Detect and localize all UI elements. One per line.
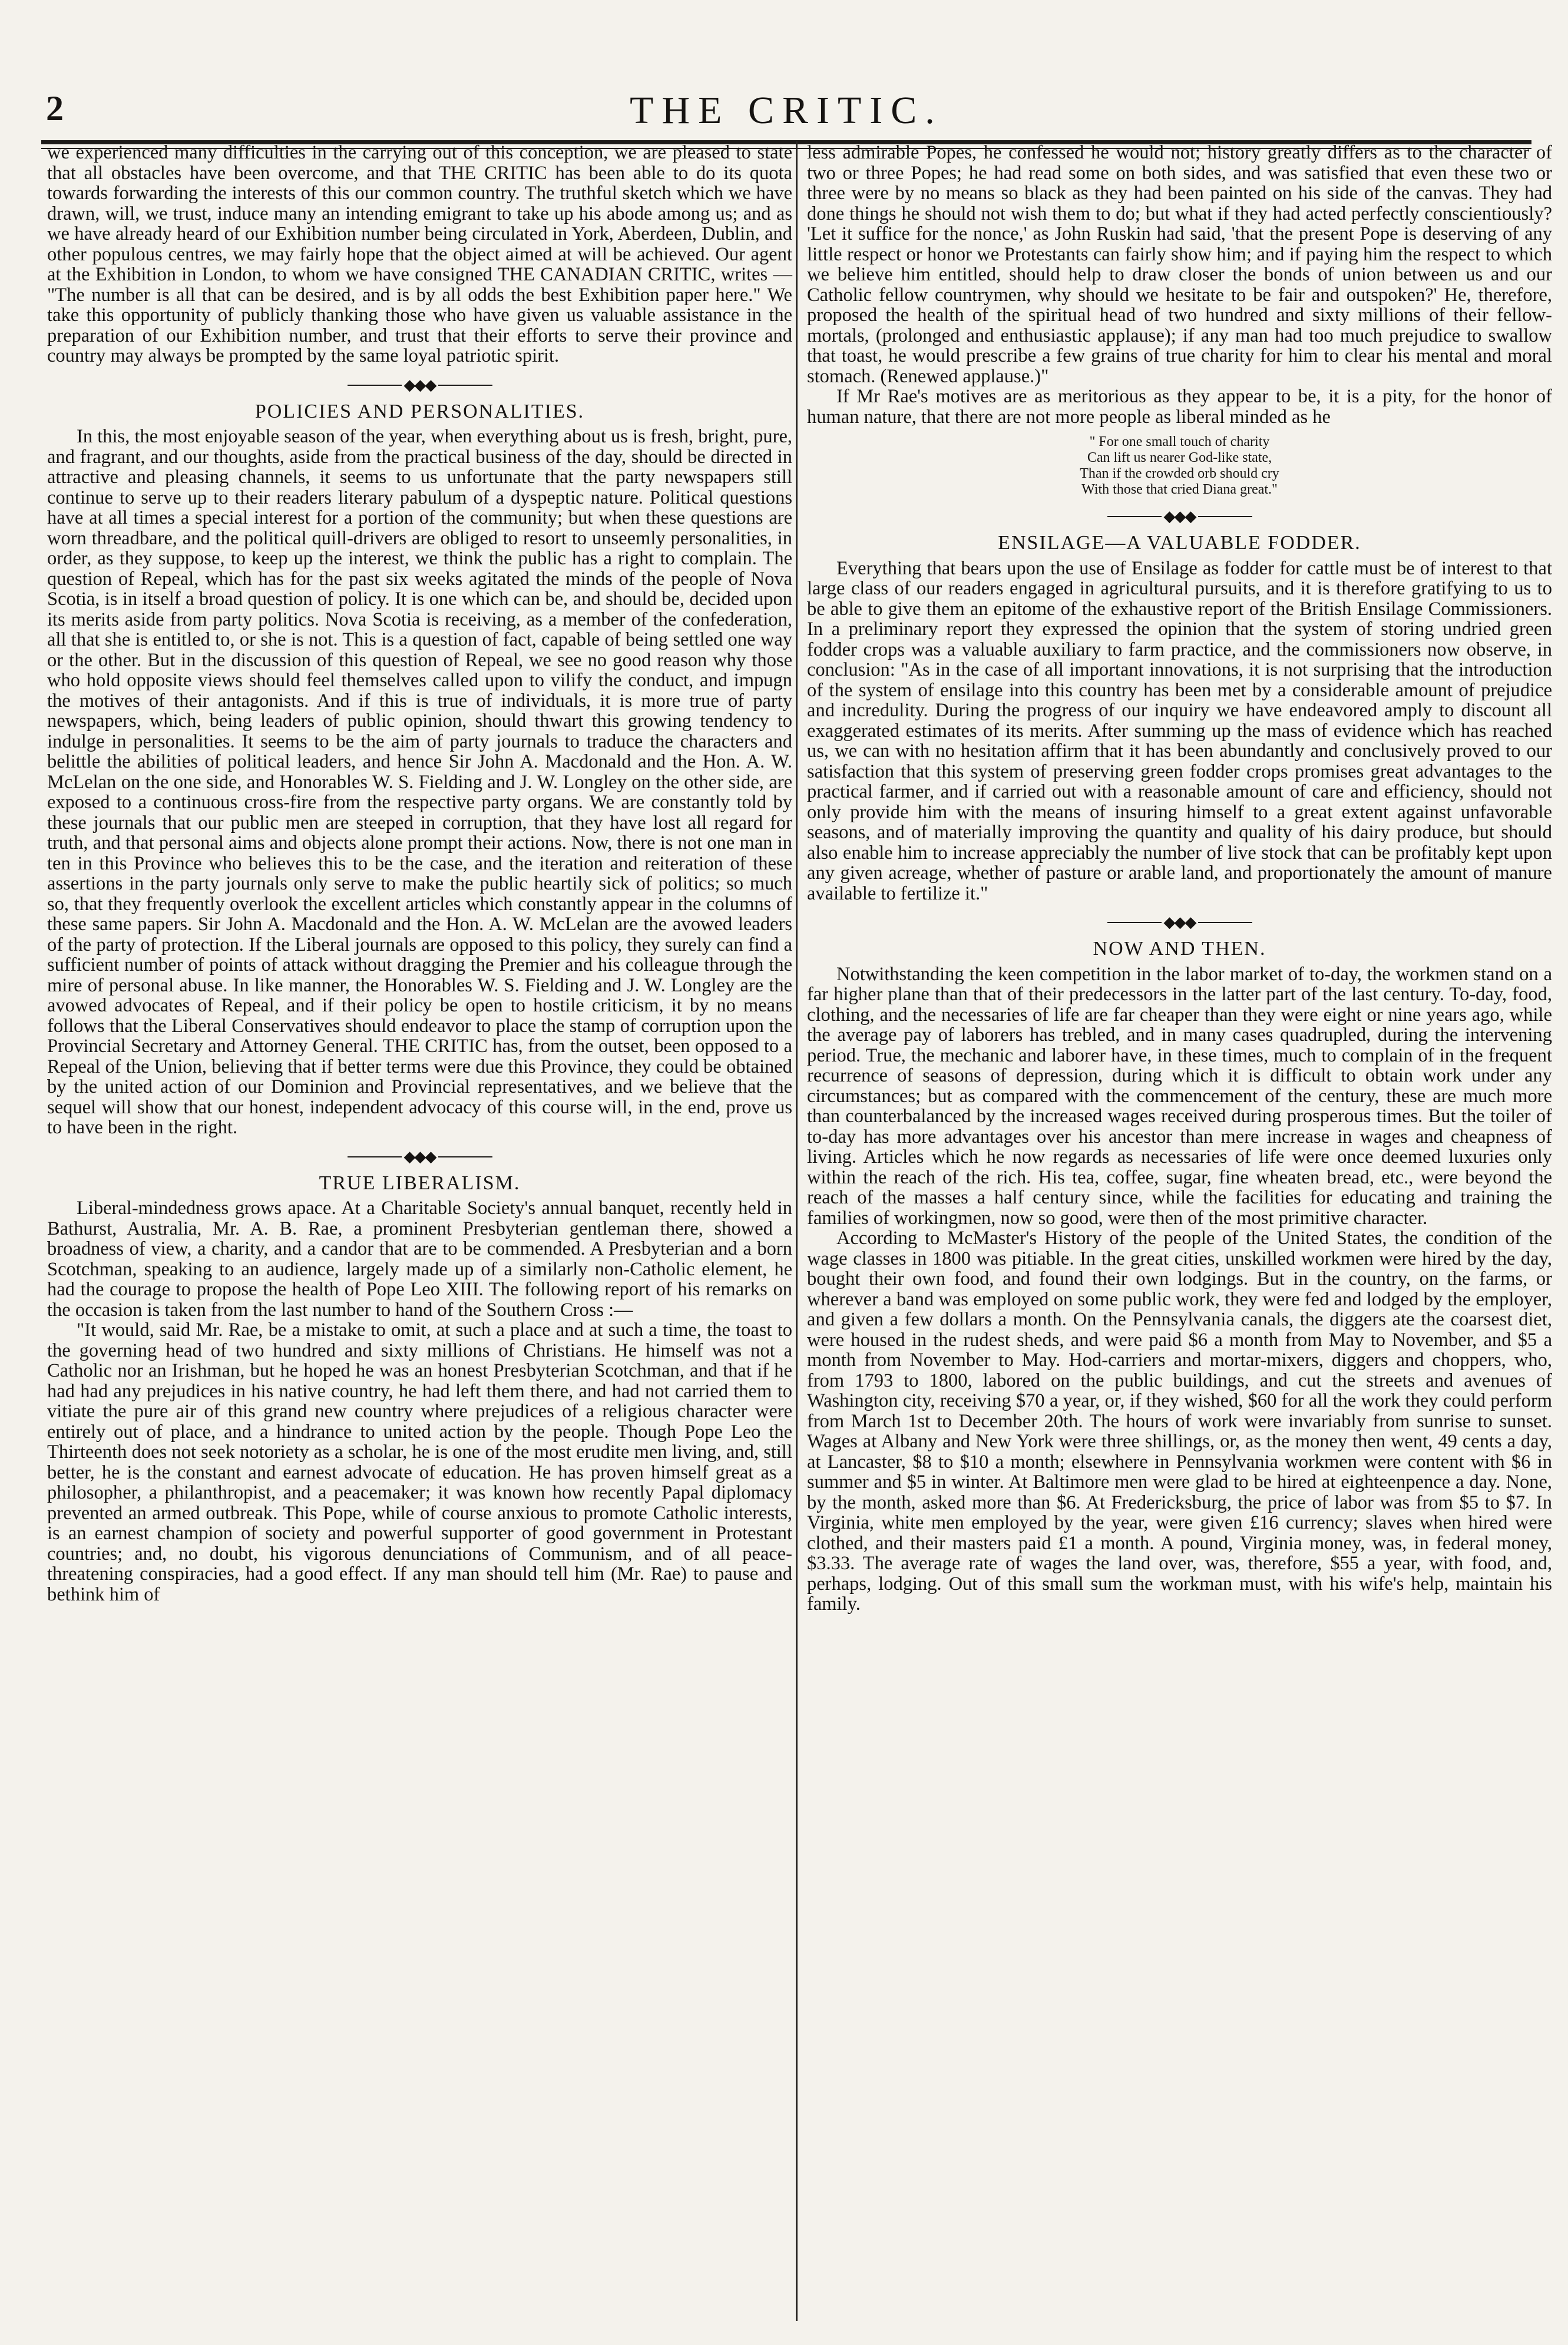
section-ornament: ◆◆◆ [807,511,1552,522]
article-body-policies: In this, the most enjoyable season of the year, when everything about us is fresh, bright, pure, and fragrant, and our thoughts, aside from the practical business of the day, should be directed in attractive and pleasing channels, it seems to us unfortunate that the party newspapers still continue to serve up to their readers literary pabulum of a dyspeptic nature. Political questions have at all times a special interest for a portion of the community; but when these questions are worn threadbare, and the political quill-drivers are obliged to resort to unseemly personalities, in order, as they suppose, to keep up the interest, we think the public has a right to complain. The question of Repeal, which has for the past six weeks agitated the minds of the people of Nova Scotia, is in itself a broad question of policy. It is one which can be, and should be, decided upon its merits aside from party politics. Nova Scotia is receiving, as a member of the confederation, all that she is entitled to, or she is not. This is a question of fact, capable of being settled one way or the other. But in the discussion of this question of Repeal, we see no good reason why those who hold opposite views should feel themselves called upon to vilify the conduct, and impugn the motives of their antagonists. And if this is true of individuals, it is more true of party newspapers, which, being leaders of public opinion, should thwart this growing tendency to indulge in personalities. It seems to be the aim of party journals to traduce the characters and belittle the abilities of political leaders, and hence Sir John A. Macdonald and the Hon. A. W. McLelan on the one side, and Honorables W. S. Fielding and J. W. Longley on the other side, are exposed to a continuous cross-fire from the respective party organs. We are constantly told by these journals that our public men are steeped in corruption, that they have lost all regard for truth, and that personal aims and objects alone prompt their actions. Now, there is not one man in ten in this Province who believes this to be the case, and the iteration and reiteration of these assertions in the party journals only serve to make the public heartily sick of politics; so much so, that they frequently overlook the excellent articles which constantly appear in the columns of these same papers. Sir John A. Macdonald and the Hon. A. W. McLelan are the avowed leaders of the party of protection. If the Liberal journals are opposed to this policy, they surely can find a sufficient number of points of attack without dragging the Premier and his colleague through the mire of personal abuse. In like manner, the Honorables W. S. Fielding and J. W. Longley are the avowed advocates of Repeal, and if their policy be open to hostile criticism, it by no means follows that the Liberal Conservatives should endeavor to place the stamp of corruption upon the Provincial Secretary and Attorney General. THE CRITIC has, from the outset, been opposed to a Repeal of the Union, believing that if better terms were due this Province, they could be obtained by the united action of our Dominion and Provincial representatives, and we believe that the sequel will show that our honest, independent advocacy of this course will, in the end, prove us to have been in the right. [47,426,792,1138]
poem-line: With those that cried Diana great." [1081,482,1278,497]
article-body-liberalism: Liberal-mindedness grows apace. At a Charitable Society's annual banquet, recently held in Bathurst, Australia, Mr. A. B. Rae, a prominent Presbyterian gentleman there, showed a broadness of view, a charity, and a candor that are to be commended. A Presbyterian and a born Scotchman, speaking to an audience, largely made up of a similarly non-Catholic element, he had the courage to propose the health of Pope Leo XIII. The following report of his remarks on the occasion is taken from the last number to hand of the Southern Cross :— [47,1198,792,1321]
section-ornament: ◆◆◆ [47,379,792,391]
article-body-now-and-then-1: Notwithstanding the keen competition in the labor market of to-day, the workmen stand on a far higher plane than that of their predecessors in the latter part of the last century. To-day, food, clothing, and the necessaries of life are far cheaper than they were eight or nine years ago, while the average pay of laborers has trebled, and in many cases quadrupled, during the intervening period. True, the mechanic and laborer have, in these times, much to complain of in the frequent recurrence of seasons of depression, during which it is difficult to obtain work under any circumstances; but as compared with the commencement of the century, these are much more than counterbalanced by the increased wages received during prosperous times. But the toiler of to-day has more advantages over his ancestor than mere increase in wages and cheapness of living. Articles which he now regards as necessaries of life were once deemed luxuries only within the reach of the rich. His tea, coffee, sugar, fine wheaten bread, etc., were beyond the reach of the masses a half century since, while the facilities for educating and training the families of workingmen, now so good, were then of the most primitive character. [807,963,1552,1229]
column-divider [796,141,798,2321]
left-column [47,143,792,1605]
article-heading-liberalism: TRUE LIBERALISM. [319,1172,521,1194]
article-heading-policies: POLICIES AND PERSONALITIES. [254,400,585,422]
page-number: 2 [46,89,64,128]
article-heading-ensilage: ENSILAGE—A VALUABLE FODDER. [998,532,1361,554]
article-body-ensilage: Everything that bears upon the use of Ensilage as fodder for cattle must be of interest to that large class of our readers engaged in agricultural pursuits, and it is therefore gratifying to us to be able to give them an epitome of the exhaustive report of the British Ensilage Commissioners. In a preliminary report they expressed the opinion that the system of storing undried green fodder crops was a valuable auxiliary to farm practice, and the commissioners now observe, in conclusion: "As in the case of all important innovations, it is not surprising that the introduction of the system of ensilage into this country has been met by a considerable amount of prejudice and incredulity. During the progress of our inquiry we have endeavored amply to discount all exaggerated estimates of its merits. After summing up the mass of evidence which has reached us, we can with no hesitation affirm that it has been abundantly and conclusively proved to our satisfaction that this system of preserving green fodder crops promises great advantages to the practical farmer, and if carried out with a reasonable amount of care and efficiency, should not only provide him with the means of insuring himself to a great extent against unfavorable seasons, and of materially improving the quantity and quality of his dairy produce, but should also enable him to increase appreciably the number of live stock that can be profitably kept upon any given acreage, whether of pasture or arable land, and proportionately the amount of manure available to fertilize it." [807,557,1552,904]
poem-line: Can lift us nearer God-like state, [1087,450,1272,465]
continued-quote: less admirable Popes, he confessed he would not; history greatly differs as to the character of two or three Popes; he had read some on both sides, and was satisfied that even these two or three were by no means so black as they had been painted on his side of the canvas. They had done things he should not wish them to do; but what if they had acted perfectly conscientiously? 'Let it suffice for the nonce,' as John Ruskin had said, 'that the present Pope is deserving of any little respect or honor we Protestants can fairly show him; and if paying him the respect to which we believe him entitled, should help to draw closer the bonds of union between us and our Catholic fellow countrymen, why should we hesitate to be fair and outspoken?' He, therefore, proposed the health of the spiritual head of two hundred and sixty millions of their fellow-mortals, (prolonged and enthusiastic applause); if any man had too much prejudice to swallow that toast, he would prescribe a few grains of true charity for him to clear his mental and moral stomach. (Renewed applause.)" [807,142,1552,387]
article-heading-now-and-then: NOW AND THEN. [1093,938,1266,960]
section-ornament: ◆◆◆ [47,1151,792,1163]
closing-paragraph: If Mr Rae's motives are as meritorious as they appear to be, it is a pity, for the honor of human nature, that there are not more people as liberal minded as he [807,386,1552,428]
article-quote-liberalism: "It would, said Mr. Rae, be a mistake to omit, at such a place and at such a time, the toast to the governing head of two hundred and sixty millions of Christians. He himself was not a Catholic nor an Irishman, but he hoped he was an honest Presbyterian Scotchman, and that if he had had any prejudices in his native country, he had left them there, and had not carried them to vitiate the pure air of this grand new country where prejudices of a religious character were entirely out of place, and a hindrance to united action by the people. Though Pope Leo the Thirteenth does not seek notoriety as a scholar, he is one of the most erudite men living, and, still better, he is the constant and earnest advocate of education. He has proven himself great as a philosopher, a philanthropist, and a peacemaker; it was known how recently Papal diplomacy prevented an armed outbreak. This Pope, while of course anxious to promote Catholic interests, is an earnest champion of society and powerful supporter of good government in Protestant countries; and, no doubt, his vigorous denunciations of Communism, and of all peace-threatening conspiracies, had a good effect. If any man should tell him (Mr. Rae) to pause and bethink him of [47,1319,792,1605]
poem-line: " For one small touch of charity [1089,434,1270,449]
intro-paragraph: we experienced many difficulties in the carrying out of this conception, we are pleased to state that all obstacles have been overcome, and that THE CRITIC has been able to do its quota towards forwarding the interests of this our common country. The truthful sketch which we have drawn, will, we trust, induce many an intending emigrant to take up his abode among us; and as we have already heard of our Exhibition number being circulated in York, Aberdeen, Dublin, and other populous centres, we may fairly hope that the object aimed at will be achieved. Our agent at the Exhibition in London, to whom we have consigned THE CANADIAN CRITIC, writes — "The number is all that can be desired, and is by all odds the best Exhibition paper here." We take this opportunity of publicly thanking those who have given us valuable assistance in the preparation of our Exhibition number, and trust that their efforts to serve their province and country may always be prompted by the same loyal patriotic spirit. [47,142,792,366]
article-body-now-and-then-2: According to McMaster's History of the people of the United States, the condition of the wage classes in 1800 was pitiable. In the great cities, unskilled workmen were hired by the day, bought their own food, and found their own lodgings. But in the country, on the farms, or wherever a band was employed on some public work, they were fed and lodged by the employer, and given a few dollars a month. On the Pennsylvania canals, the diggers ate the coarsest diet, were housed in the rudest sheds, and were paid $6 a month from May to November, and $5 a month from November to May. Hod-carriers and mortar-mixers, diggers and choppers, who, from 1793 to 1800, labored on the public buildings, and cut the streets and avenues of Washington city, receiving $70 a year, or, if they wished, $60 for all the work they could perform from March 1st to December 20th. The hours of work were invariably from sunrise to sunset. Wages at Albany and New York were three shillings, or, as the money then went, 49 cents a day, at Lancaster, $8 to $10 a month; elsewhere in Pennsylvania workmen were content with $6 in summer and $5 in winter. At Baltimore men were glad to be hired at eighteenpence a day. None, by the month, asked more than $6. At Fredericksburg, the price of labor was from $5 to $7. In Virginia, white men employed by the year, were given £16 currency; slaves when hired were clothed, and their masters paid £1 a month. A pound, Virginia money, was, in federal money, $3.33. The average rate of wages the land over, was, therefore, $55 a year, with food, and, perhaps, lodging. Out of this small sum the workman must, with his wife's help, maintain his family. [807,1228,1552,1615]
section-ornament: ◆◆◆ [807,917,1552,928]
poem-line: Than if the crowded orb should cry [1080,466,1279,481]
masthead [41,88,1531,141]
right-column [807,143,1552,1615]
poem-quotation [807,434,1552,498]
newspaper-title: THE CRITIC. [630,89,943,132]
